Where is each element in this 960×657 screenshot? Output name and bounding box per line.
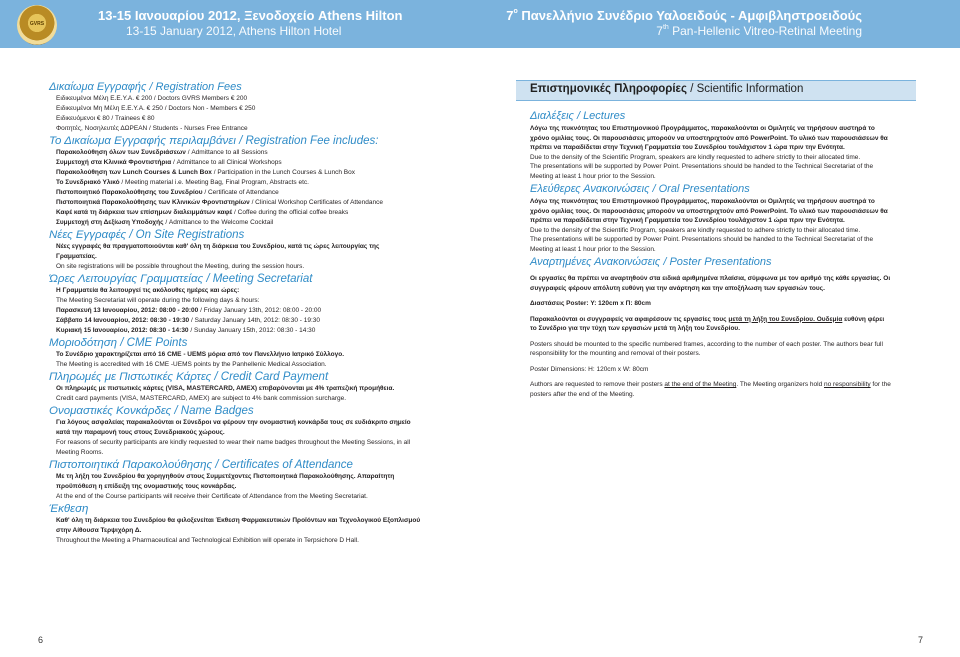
secretariat-text-en: The Meeting Secretariat will operate during the following days & hours: — [56, 297, 260, 304]
text-line: Νέες εγγραφές θα πραγματοποιούνται καθ' όλη τη διάρκεια του Συνεδρίου, κατά τις ώρες λειτουργίας της — [56, 243, 380, 250]
exhibition-text-en: Throughout the Meeting a Pharmaceutical and Technological Exhibition will operate in Terpsichore D Hall. — [56, 537, 359, 544]
item-en: / Clinical Workshop Certificates of Attendance — [249, 199, 383, 206]
text-line: συγγραφείς φέρουν απόλυτη ευθύνη για την ανάρτηση και την αποξήλωση των εργασιών τους. — [530, 284, 825, 292]
heading-gr: Ώρες Λειτουργίας Γραμματείας — [49, 273, 204, 285]
certificates-text-gr — [56, 472, 454, 482]
item-en: / Coffee during the official coffee breaks — [232, 209, 349, 216]
header-left — [98, 8, 402, 38]
item-gr: Πιστοποιητικό Παρακολούθησης του Συνεδρίου — [56, 189, 203, 196]
text-line: Οι εργασίες θα πρέπει να αναρτηθούν στα ειδικά αριθμημένα πλαίσια, σύμφωνα με τον αριθμό της κάθε εργασίας. Οι — [530, 275, 891, 282]
onsite-text-en: On site registrations will be possible throughout the Meeting, during the session hours. — [56, 263, 305, 270]
credit-card-text-gr — [56, 384, 454, 394]
include-item — [56, 218, 454, 228]
day-gr: Κυριακή 15 Ιανουαρίου, 2012: 08:30 - 14:30 — [56, 327, 189, 334]
poster-dimensions-gr — [530, 299, 910, 309]
oral-text-gr — [530, 207, 910, 217]
secretariat-heading: Ώρες Λειτουργίας Γραμματείας / Meeting Secretariat — [49, 273, 313, 285]
item-en: / Admittance to all Clinical Workshops — [171, 159, 282, 166]
heading-en: CME Points — [126, 337, 188, 349]
fee-line: Ειδικευμένοι Μη Μέλη Ε.Ε.Υ.Α. € 250 / Doctors Non - Members € 250 — [56, 105, 256, 112]
edition-number: 7 — [506, 8, 514, 23]
heading-en: Oral Presentations — [658, 183, 750, 195]
item-gr: Συμμετοχή στα Κλινικά Φροντιστήρια — [56, 159, 172, 166]
item-gr: Το Συνεδριακό Υλικό — [56, 179, 120, 186]
heading-gr: Αναρτημένες Ανακοινώσεις — [530, 256, 661, 268]
text-line: Λόγω της πυκνότητας του Επιστημονικού Προγράμματος, παρακαλούνται οι Ομιλητές να τηρήσουν αυστηρά το — [530, 125, 875, 132]
poster-text-en: responsibility for the mounting and removal of their posters. — [530, 350, 701, 357]
badge-text-gr — [56, 418, 454, 428]
underlined-text: μετά τη λήξη του Συνεδρίου. Ουδεμία — [728, 315, 843, 323]
title-en: Scientific Information — [696, 83, 804, 95]
include-item — [56, 178, 454, 188]
lectures-text-en: The presentations will be supported by Power Point. Presentations should be handed to the Technical Secretariat of the — [530, 163, 874, 170]
edition-suffix: ο — [513, 8, 518, 15]
page-number-right: 7 — [918, 635, 924, 645]
underlined-text: at the end of the Meeting — [664, 381, 737, 388]
oral-text-en: Meeting at least 1 hour prior to the Session. — [530, 245, 656, 253]
poster-text-gr — [530, 274, 910, 284]
left-page-content — [49, 80, 454, 546]
heading-en: Credit Card Payment — [220, 371, 329, 383]
heading-gr: Πιστοποιητικά Παρακολούθησης — [49, 459, 213, 471]
heading-gr: Ελεύθερες Ανακοινώσεις — [530, 183, 650, 195]
fee-line: Ειδικευόμενοι € 80 / Trainees € 80 — [56, 115, 155, 122]
badge-text-en: Meeting Rooms. — [56, 449, 104, 456]
onsite-text-gr — [56, 242, 454, 252]
text-line: το Συνέδριο για την τύχη των εργασιών μετά τη λήξη του Συνεδρίου. — [530, 325, 741, 332]
text-line: Για λόγους ασφαλείας παρακαλούνται οι Σύνεδροι να φέρουν την ονομαστική κονκάρδα τους σε ευδιάκριτο σημείο — [56, 419, 411, 426]
oral-text-en: Due to the density of the Scientific Program, speakers are kindly requested to adhere strictly to their allocated time. — [530, 226, 861, 234]
logo-text: GVRS — [29, 21, 45, 27]
exhibition-text-gr — [56, 526, 454, 536]
cme-text-gr — [56, 350, 454, 360]
include-item — [56, 208, 454, 218]
heading-en: Certificates of Attendance — [221, 459, 353, 471]
title-en-text: Pan-Hellenic Vitreo-Retinal Meeting — [668, 24, 862, 38]
society-logo — [17, 5, 57, 45]
item-gr: Παρακολούθηση όλων των Συνεδριάσεων — [56, 149, 186, 156]
heading-en: Name Badges — [180, 405, 254, 417]
text-part: Authors are requested to remove their posters — [530, 381, 665, 388]
heading-en: Registration Fee includes: — [245, 135, 379, 147]
scientific-info-title: Επιστημονικές Πληροφορίες / Scientific Information — [530, 83, 804, 95]
oral-text-gr — [530, 216, 910, 226]
event-title-en — [506, 24, 862, 38]
include-item — [56, 148, 454, 158]
poster-removal-gr — [530, 315, 910, 325]
secretariat-day — [56, 316, 454, 326]
heading-en: Meeting Secretariat — [212, 273, 313, 285]
text-line: Η Γραμματεία θα λειτουργεί τις ακόλουθες ημέρες και ώρες: — [56, 287, 240, 294]
item-en: / Admittance to the Welcome Cocktail — [163, 219, 274, 226]
text-line: χρόνο ομιλίας τους. Οι παρουσιάσεις μπορούν να υποστηριχτούν από PowerPoint. Το υλικό των παρουσιάσεων θα — [530, 207, 888, 215]
item-en: / Meeting material i.e. Meeting Bag, Final Program, Abstracts etc. — [119, 179, 309, 186]
text-line: προϋπόθεση η επίδειξη της ονομαστικής τους κονκάρδας. — [56, 483, 237, 490]
day-gr: Παρασκευή 13 Ιανουαρίου, 2012: 08:00 - 20:00 — [56, 307, 199, 314]
text-line: κατά την παραμονή τους στους Συνεδριακούς χώρους. — [56, 429, 225, 436]
onsite-text-gr — [56, 252, 454, 262]
badge-text-gr — [56, 428, 454, 438]
badge-text-en: For reasons of security participants are kindly requested to wear their name badges throughout the Meeting Sessions, in all — [56, 439, 411, 446]
title-gr-text: Πανελλήνιο Συνέδριο Υαλοειδούς - Αμφιβληστροειδούς — [517, 8, 862, 23]
text-line: πρέπει να παραδίδεται στην Τεχνική Γραμματεία του Συνεδρίου τουλάχιστον 1 ώρα πριν την Ενότητα. — [530, 144, 845, 151]
text-line: στην Αίθουσα Τερψιχόρη Δ. — [56, 527, 142, 534]
heading-en: Poster Presentations — [669, 256, 772, 268]
poster-dimensions-en: Poster Dimensions: H: 120cm x W: 80cm — [530, 365, 649, 373]
text-part: . The Meeting organizers hold — [736, 381, 825, 388]
text-line: Διαστάσεις Poster: Υ: 120cm x Π: 80cm — [530, 300, 651, 307]
oral-presentations-heading: Ελεύθερες Ανακοινώσεις / Oral Presentations — [530, 183, 750, 195]
include-item — [56, 158, 454, 168]
include-item — [56, 188, 454, 198]
item-gr: Καφέ κατά τη διάρκεια των επίσημων διαλειμμάτων καφέ — [56, 209, 233, 216]
lectures-text-en: Due to the density of the Scientific Program, speakers are kindly requested to adhere strictly to their allocated time. — [530, 153, 861, 161]
item-en: / Certificate of Attendance — [202, 189, 279, 196]
heading-en: On Site Registrations — [135, 229, 245, 241]
heading-gr: Έκθεση — [49, 503, 89, 515]
page-number-left: 6 — [38, 635, 44, 645]
text-line: πρέπει να παραδίδεται στην Τεχνική Γραμματεία του Συνεδρίου τουλάχιστον 1 ώρα πριν την Ενότητα. — [530, 217, 845, 224]
header-right — [506, 8, 862, 38]
text-line: Γραμματείας. — [56, 253, 97, 260]
text-line: Το Συνέδριο χαρακτηρίζεται από 16 CME - UEMS μόρια από τον Πανελλήνιο Ιατρικό Σύλλογο. — [56, 351, 345, 358]
heading-gr: Το Δικαίωμα Εγγραφής περιλαμβάνει — [49, 135, 236, 147]
day-en: / Friday January 13th, 2012: 08:00 - 20:00 — [198, 307, 322, 314]
onsite-registration-heading: Νέες Εγγραφές / On Site Registrations — [49, 229, 245, 241]
heading-gr: Ονομαστικές Κονκάρδες — [49, 405, 172, 417]
text-line: Με τη λήξη του Συνεδρίου θα χορηγηθούν στους Συμμετέχοντες Πιστοποιητικά Παρακολούθησης. Απαραίτητη — [56, 473, 395, 480]
certificates-text-en: At the end of the Course participants will receive their Certificate of Attendance from the Meeting Secretariat. — [56, 493, 368, 500]
exhibition-text-gr — [56, 516, 454, 526]
edition-number-en: 7 — [656, 24, 663, 38]
heading-gr: Νέες Εγγραφές — [49, 229, 127, 241]
poster-text-en: Posters should be mounted to the specific numbered frames, according to the number of each poster. The authors bear full — [530, 340, 883, 348]
name-badges-heading: Ονομαστικές Κονκάρδες / Name Badges — [49, 405, 254, 417]
title-gr: Επιστημονικές Πληροφορίες — [530, 83, 687, 95]
lectures-text-en: Meeting at least 1 hour prior to the Session. — [530, 172, 656, 180]
heading-gr: Δικαίωμα Εγγραφής — [49, 81, 147, 93]
include-item — [56, 198, 454, 208]
poster-removal-gr — [530, 324, 910, 334]
text-line: Καθ' όλη τη διάρκεια του Συνεδρίου θα φιλοξενείται Έκθεση Φαρμακευτικών Προϊόντων και Τεχνολογικού Εξοπλισμού — [56, 517, 421, 524]
scientific-info-body — [530, 108, 910, 399]
poster-removal-en: posters after the end of the Meeting. — [530, 390, 635, 398]
lectures-text-gr — [530, 124, 910, 134]
heading-en: Registration Fees — [155, 81, 242, 93]
item-gr: Συμμετοχή στη Δεξίωση Υποδοχής — [56, 219, 164, 226]
lectures-heading: Διαλέξεις / Lectures — [530, 110, 626, 122]
item-en: / Participation in the Lunch Courses & Lunch Box — [211, 169, 356, 176]
text-line: χρόνο ομιλίας τους. Οι παρουσιάσεις μπορούν να υποστηριχτούν από PowerPoint. Το υλικό των παρουσιάσεων θα — [530, 134, 888, 142]
text-part: for the — [870, 381, 891, 388]
poster-text-gr — [530, 284, 910, 294]
poster-removal-en — [530, 380, 910, 390]
edition-suffix-en: th — [662, 24, 669, 31]
heading-en: Lectures — [583, 110, 626, 122]
credit-card-text-en: Credit card payments (VISA, MASTERCARD, AMEX) are subject to 4% bank commission surcharge. — [56, 395, 347, 402]
secretariat-day — [56, 306, 454, 316]
lectures-text-gr — [530, 134, 910, 144]
certificates-text-gr — [56, 482, 454, 492]
oral-text-en: The presentations will be supported by Power Point. Presentations should be handed to the Technical Secretariat of the — [530, 236, 874, 243]
heading-gr: Μοριοδότηση — [49, 337, 118, 349]
day-gr: Σάββατο 14 Ιανουαρίου, 2012: 08:30 - 19:30 — [56, 317, 190, 324]
text-part: Παρακαλούνται οι συγγραφείς να αφαιρέσουν τις εργασίες τους — [530, 315, 729, 323]
day-en: / Saturday January 14th, 2012: 08:30 - 19:30 — [189, 317, 320, 324]
day-en: / Sunday January 15th, 2012: 08:30 - 14:30 — [188, 327, 316, 334]
poster-presentations-heading: Αναρτημένες Ανακοινώσεις / Poster Presentations — [530, 256, 772, 268]
item-en: / Admittance to all Sessions — [185, 149, 268, 156]
fee-includes-heading: Το Δικαίωμα Εγγραφής περιλαμβάνει / Registration Fee includes: — [49, 135, 379, 147]
credit-card-heading: Πληρωμές με Πιστωτικές Κάρτες / Credit Card Payment — [49, 371, 329, 383]
item-gr: Παρακολούθηση των Lunch Courses & Lunch Box — [56, 169, 212, 176]
secretariat-day — [56, 326, 454, 336]
header-bar — [0, 0, 960, 48]
cme-text-en: The Meeting is accredited with 16 CME -UEMS points by the Panhellenic Medical Association. — [56, 361, 327, 368]
scientific-info-banner — [516, 80, 916, 101]
fee-line: Φοιτητές, Νοσηλευτές ΔΩΡΕΑΝ / Students - Nurses Free Entrance — [56, 125, 248, 132]
registration-fees-heading: Δικαίωμα Εγγραφής / Registration Fees — [49, 81, 242, 93]
heading-gr: Διαλέξεις — [530, 110, 574, 122]
exhibition-heading — [49, 503, 454, 515]
heading-gr: Πληρωμές με Πιστωτικές Κάρτες — [49, 371, 212, 383]
item-gr: Πιστοποιητικά Παρακολούθησης των Κλινικών Φροντιστηρίων — [56, 199, 250, 206]
certificates-heading: Πιστοποιητικά Παρακολούθησης / Certificates of Attendance — [49, 459, 353, 471]
lectures-text-gr — [530, 143, 910, 153]
event-title-gr — [506, 8, 862, 23]
event-date-gr: 13-15 Ιανουαρίου 2012, Ξενοδοχείο Athens Hilton — [98, 8, 403, 23]
text-part: ευθύνη φέρει — [842, 315, 885, 323]
fee-line: Ειδικευμένοι Μέλη Ε.Ε.Υ.Α. € 200 / Doctors GVRS Members € 200 — [56, 95, 248, 102]
event-date-en: 13-15 January 2012, Athens Hilton Hotel — [126, 24, 342, 38]
oral-text-gr — [530, 197, 910, 207]
text-line: Οι πληρωμές με πιστωτικές κάρτες (VISA, MASTERCARD, AMEX) επιβαρύνονται με 4% τραπεζική προμήθεια. — [56, 385, 395, 392]
include-item — [56, 168, 454, 178]
underlined-text: no responsibility — [824, 381, 871, 388]
cme-heading: Μοριοδότηση / CME Points — [49, 337, 188, 349]
secretariat-text-gr — [56, 286, 454, 296]
text-line: Λόγω της πυκνότητας του Επιστημονικού Προγράμματος, παρακαλούνται οι Ομιλητές να τηρήσουν αυστηρά το — [530, 198, 875, 205]
